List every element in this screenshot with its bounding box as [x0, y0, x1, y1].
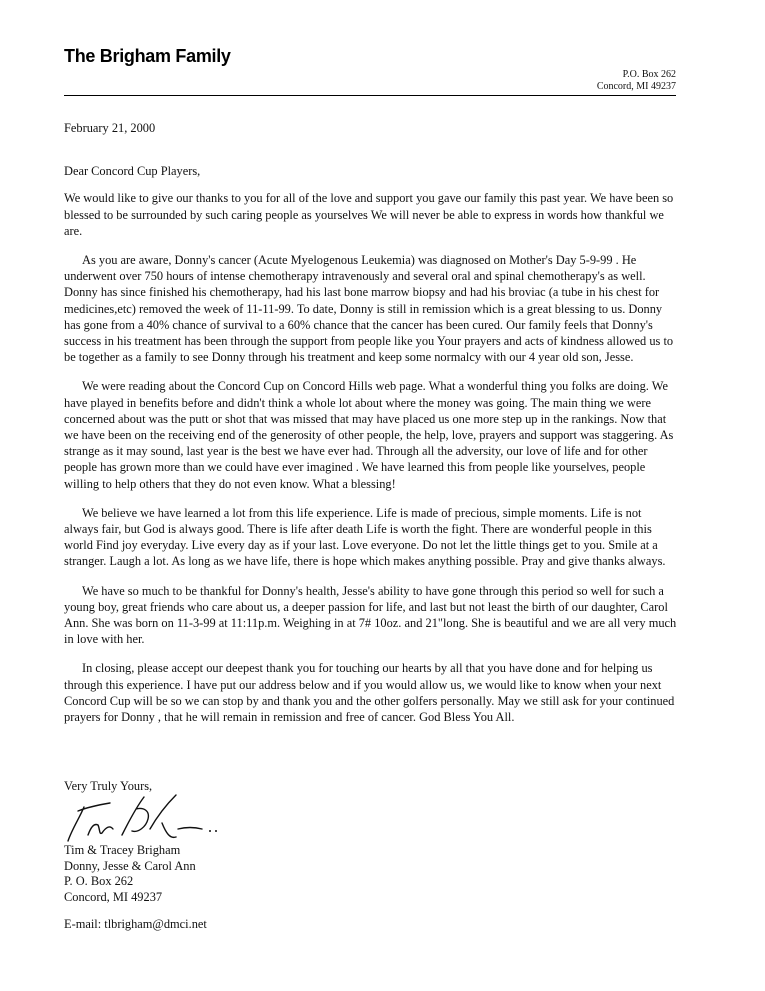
paragraph-4: We believe we have learned a lot from this life experience. Life is made of precious, simple moments. Life is not always fair, but God is always good. There is life after death Life is worth the fight. There are wonderful people in this world Find joy everyday. Live every day as if your last. Love everyone. Do not let the little things get to you. Smile at a stranger. Laugh a lot. As long as we have life, there is hope which makes anything possible. Pray and give thanks always.	[64, 505, 666, 569]
signature-city: Concord, MI 49237	[64, 889, 163, 904]
letterhead-title: The Brigham Family	[64, 46, 231, 66]
handwritten-signature	[58, 789, 228, 847]
paragraph-6: In closing, please accept our deepest thank you for touching our hearts by all that you have done and for helping us through this experience. I have put our address below and if you would allow us, we would like to know when your next Concord Cup will be so we can stop by and thank you and the other golfers personally. May we still ask for your continued prayers for Donny , that he will remain in remission and free of cancer. God Bless You All.	[64, 661, 675, 725]
address-line-1: P.O. Box 262	[622, 69, 676, 80]
letter-body	[64, 120, 678, 738]
closing-phrase: Very Truly Yours,	[64, 779, 153, 793]
address-line-2: Concord, MI 49237	[596, 81, 676, 92]
signature-po-box: P. O. Box 262	[64, 874, 134, 888]
signature-block	[64, 843, 196, 905]
signature-family: Donny, Jesse & Carol Ann	[64, 858, 196, 873]
paragraph-1: We would like to give our thanks to you for all of the love and support you gave our family this past year. We have been so blessed to be surrounded by such caring people as yourselves We will never be able to express in words how thankful we are.	[64, 191, 674, 238]
letterhead-address	[597, 69, 676, 93]
letter-salutation: Dear Concord Cup Players,	[64, 164, 201, 179]
letter-date: February 21, 2000	[64, 121, 156, 135]
email-line: E-mail: tlbrigham@dmci.net	[64, 917, 207, 931]
paragraph-2: As you are aware, Donny's cancer (Acute Myelogenous Leukemia) was diagnosed on Mother's Day 5-9-99 . He underwent over 750 hours of intense chemotherapy intravenously and several oral and spinal chemotherapy's as well. Donny has since finished his chemotherapy, had his last bone marrow biopsy and had his broviac (a tube in his chest for medicines,etc) removed the week of 11-11-99. To date, Donny is still in remission which is a great blessing to us. Donny has gone from a 40% chance of survival to a 60% chance that the cancer has been cured. Our family feels that Donny's success in his treatment has been through the support from people like you Your prayers and acts of kindness allowed us to be together as a family to see Donny through his treatment and keep some normalcy with our 4 year old son, Jesse.	[64, 253, 674, 365]
letterhead-divider	[64, 95, 676, 96]
paragraph-5: We have so much to be thankful for Donny's health, Jesse's ability to have gone through this period so well for such a young boy, great friends who care about us, a deeper passion for life, and last but not least the birth of our daughter, Carol Ann. She was born on 11-3-99 at 11:11p.m. Weighing in at 7# 10oz. and 21"long. She is beautiful and we are all very much in love with her.	[64, 583, 677, 647]
paragraph-3: We were reading about the Concord Cup on Concord Hills web page. What a wonderful thing you folks are doing. We have played in benefits before and didn't think a whole lot about where the money was going. The main thing we were concerned about was the putt or shot that was missed that may have placed us one more step up in the rankings. Now that we have been on the receiving end of the generosity of other people, the help, love, prayers and support was staggering. As strange as it may sound, last year is the best we have ever had. Through all the adversity, our love of life and for other people has grown more than we could have ever imagined . We have learned this from people like yourselves, people willing to help others that they do not even know. What a blessing!	[64, 379, 674, 491]
signature-names: Tim & Tracey Brigham	[64, 843, 181, 857]
